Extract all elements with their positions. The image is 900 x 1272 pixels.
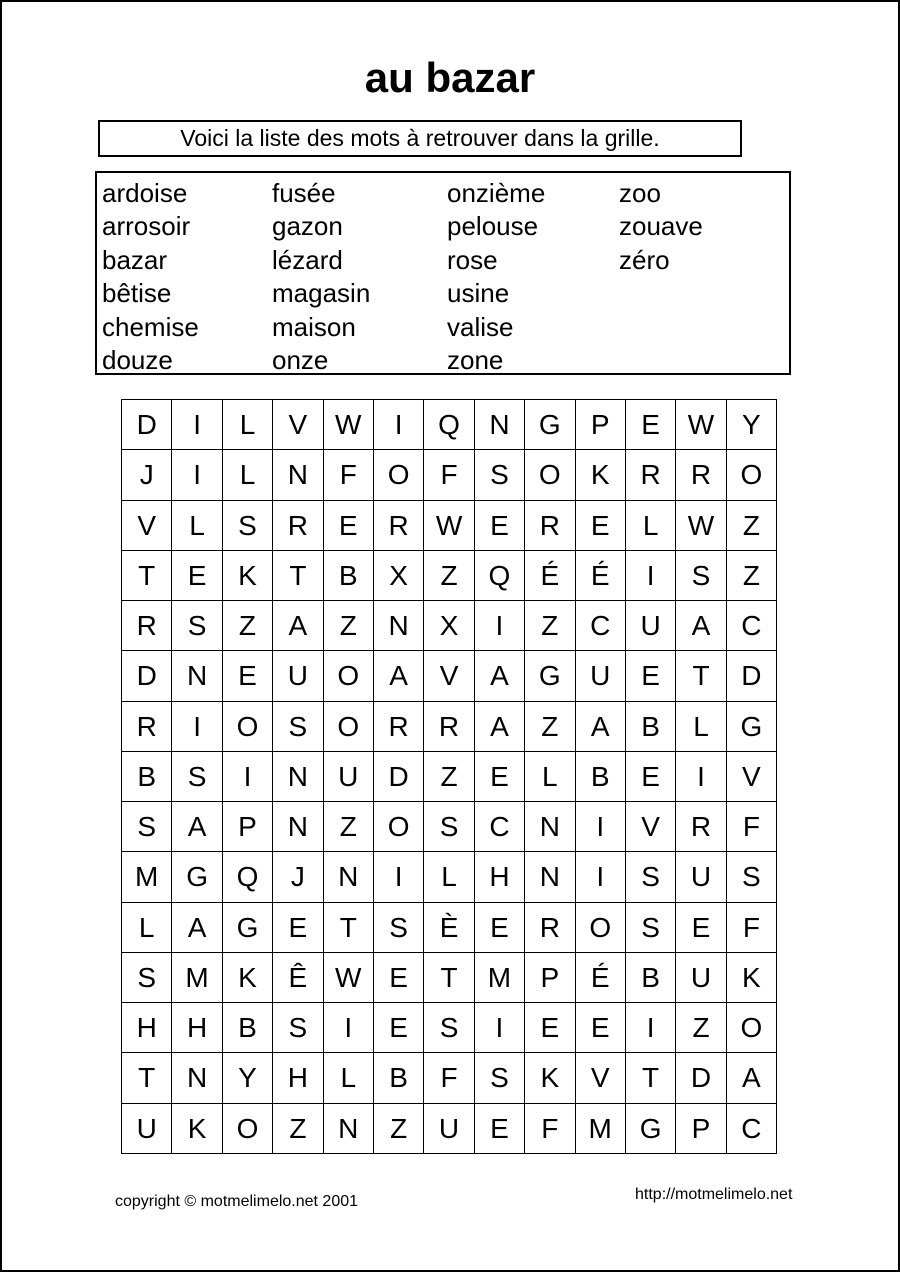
- grid-cell: Z: [273, 1104, 323, 1154]
- grid-cell: Y: [727, 400, 777, 450]
- grid-cell: I: [374, 400, 424, 450]
- grid-cell: A: [676, 601, 726, 651]
- grid-cell: Z: [727, 551, 777, 601]
- grid-cell: L: [324, 1053, 374, 1103]
- word-list-item: onze: [272, 345, 329, 376]
- grid-cell: D: [374, 752, 424, 802]
- grid-cell: E: [475, 1104, 525, 1154]
- grid-cell: P: [576, 400, 626, 450]
- word-list-item: onzième: [447, 178, 546, 208]
- grid-cell: I: [374, 852, 424, 902]
- word-list-item: chemise: [102, 311, 199, 342]
- word-list-item: arrosoir: [102, 211, 191, 242]
- grid-cell: Z: [727, 501, 777, 551]
- grid-cell: A: [475, 651, 525, 701]
- grid-cell: V: [576, 1053, 626, 1103]
- grid-cell: T: [122, 551, 172, 601]
- grid-cell: I: [475, 601, 525, 651]
- grid-cell: É: [576, 551, 626, 601]
- grid-cell: Z: [424, 551, 474, 601]
- grid-cell: R: [273, 501, 323, 551]
- grid-cell: E: [475, 501, 525, 551]
- grid-cell: F: [525, 1104, 575, 1154]
- grid-cell: B: [324, 551, 374, 601]
- grid-cell: N: [273, 802, 323, 852]
- grid-cell: A: [273, 601, 323, 651]
- word-list-item: pelouse: [447, 211, 539, 242]
- grid-cell: A: [172, 802, 222, 852]
- grid-cell: B: [223, 1003, 273, 1053]
- word-list-item: rose: [447, 244, 498, 275]
- grid-cell: B: [374, 1053, 424, 1103]
- word-list-item: zone: [447, 345, 504, 376]
- grid-cell: O: [727, 450, 777, 500]
- grid-cell: R: [525, 501, 575, 551]
- grid-cell: F: [324, 450, 374, 500]
- grid-cell: U: [324, 752, 374, 802]
- grid-cell: I: [475, 1003, 525, 1053]
- grid-cell: G: [727, 702, 777, 752]
- grid-cell: Ê: [273, 953, 323, 1003]
- grid-cell: E: [676, 903, 726, 953]
- grid-cell: R: [374, 702, 424, 752]
- grid-cell: L: [172, 501, 222, 551]
- grid-cell: Q: [475, 551, 525, 601]
- grid-cell: N: [172, 1053, 222, 1103]
- grid-cell: N: [273, 752, 323, 802]
- grid-cell: B: [626, 953, 676, 1003]
- grid-cell: B: [122, 752, 172, 802]
- grid-cell: I: [223, 752, 273, 802]
- grid-cell: U: [424, 1104, 474, 1154]
- grid-cell: V: [424, 651, 474, 701]
- word-search-grid: [121, 399, 777, 1154]
- grid-cell: K: [172, 1104, 222, 1154]
- grid-cell: T: [324, 903, 374, 953]
- grid-cell: E: [172, 551, 222, 601]
- grid-cell: P: [676, 1104, 726, 1154]
- word-list-column: [272, 177, 370, 377]
- grid-cell: L: [424, 852, 474, 902]
- grid-cell: V: [273, 400, 323, 450]
- grid-cell: F: [424, 450, 474, 500]
- grid-cell: V: [727, 752, 777, 802]
- instruction-text: Voici la liste des mots à retrouver dans la grille.: [180, 125, 660, 151]
- grid-cell: É: [525, 551, 575, 601]
- grid-cell: R: [424, 702, 474, 752]
- grid-cell: S: [122, 953, 172, 1003]
- grid-cell: L: [626, 501, 676, 551]
- grid-cell: S: [273, 702, 323, 752]
- grid-cell: W: [424, 501, 474, 551]
- grid-cell: K: [223, 953, 273, 1003]
- grid-cell: C: [727, 601, 777, 651]
- grid-cell: N: [324, 852, 374, 902]
- grid-cell: F: [727, 802, 777, 852]
- grid-cell: T: [626, 1053, 676, 1103]
- grid-cell: S: [626, 903, 676, 953]
- grid-cell: L: [223, 400, 273, 450]
- grid-cell: U: [676, 953, 726, 1003]
- grid-cell: H: [475, 852, 525, 902]
- grid-cell: H: [122, 1003, 172, 1053]
- grid-cell: S: [626, 852, 676, 902]
- grid-cell: S: [424, 1003, 474, 1053]
- grid-cell: K: [223, 551, 273, 601]
- grid-cell: A: [727, 1053, 777, 1103]
- grid-cell: C: [576, 601, 626, 651]
- grid-cell: E: [475, 752, 525, 802]
- word-list-item: douze: [102, 345, 173, 376]
- grid-cell: R: [122, 702, 172, 752]
- grid-cell: Q: [424, 400, 474, 450]
- grid-cell: D: [727, 651, 777, 701]
- grid-cell: M: [122, 852, 172, 902]
- grid-cell: N: [525, 852, 575, 902]
- grid-cell: N: [324, 1104, 374, 1154]
- word-list-item: zoo: [619, 178, 661, 208]
- word-list-item: fusée: [272, 178, 336, 208]
- word-list-column: [619, 177, 703, 277]
- grid-cell: É: [576, 953, 626, 1003]
- word-list-item: zéro: [619, 244, 670, 275]
- grid-cell: V: [122, 501, 172, 551]
- word-list-column: [102, 177, 199, 377]
- grid-cell: D: [122, 400, 172, 450]
- grid-cell: O: [223, 1104, 273, 1154]
- grid-cell: L: [223, 450, 273, 500]
- grid-cell: W: [324, 953, 374, 1003]
- grid-cell: Z: [525, 702, 575, 752]
- grid-cell: O: [727, 1003, 777, 1053]
- grid-cell: D: [122, 651, 172, 701]
- grid-cell: R: [122, 601, 172, 651]
- grid-cell: S: [172, 752, 222, 802]
- grid-cell: B: [626, 702, 676, 752]
- grid-cell: E: [525, 1003, 575, 1053]
- grid-cell: Z: [324, 601, 374, 651]
- grid-cell: C: [727, 1104, 777, 1154]
- grid-cell: U: [576, 651, 626, 701]
- grid-cell: D: [676, 1053, 726, 1103]
- grid-cell: E: [324, 501, 374, 551]
- grid-cell: A: [172, 903, 222, 953]
- page-title: au bazar: [364, 54, 536, 101]
- grid-cell: O: [324, 702, 374, 752]
- word-list-item: zouave: [619, 211, 703, 242]
- grid-cell: X: [374, 551, 424, 601]
- grid-cell: I: [626, 1003, 676, 1053]
- grid-cell: T: [122, 1053, 172, 1103]
- grid-cell: E: [374, 1003, 424, 1053]
- grid-cell: J: [122, 450, 172, 500]
- grid-cell: Z: [324, 802, 374, 852]
- word-list-item: bazar: [102, 244, 168, 275]
- grid-cell: I: [576, 852, 626, 902]
- instruction-box: [98, 120, 742, 157]
- grid-cell: P: [525, 953, 575, 1003]
- grid-cell: S: [172, 601, 222, 651]
- grid-cell: I: [172, 400, 222, 450]
- grid-cell: E: [576, 501, 626, 551]
- grid-cell: H: [172, 1003, 222, 1053]
- grid-cell: S: [727, 852, 777, 902]
- grid-cell: R: [626, 450, 676, 500]
- grid-cell: V: [626, 802, 676, 852]
- grid-cell: F: [727, 903, 777, 953]
- grid-cell: L: [122, 903, 172, 953]
- grid-cell: G: [525, 400, 575, 450]
- grid-cell: O: [324, 651, 374, 701]
- grid-cell: X: [424, 601, 474, 651]
- word-list-item: ardoise: [102, 178, 188, 208]
- grid-cell: K: [727, 953, 777, 1003]
- grid-cell: S: [374, 903, 424, 953]
- grid-cell: Z: [223, 601, 273, 651]
- grid-cell: G: [626, 1104, 676, 1154]
- grid-cell: F: [424, 1053, 474, 1103]
- grid-cell: M: [576, 1104, 626, 1154]
- grid-cell: W: [324, 400, 374, 450]
- grid-cell: E: [576, 1003, 626, 1053]
- grid-cell: N: [475, 400, 525, 450]
- grid-cell: I: [172, 702, 222, 752]
- grid-cell: I: [676, 752, 726, 802]
- grid-cell: M: [172, 953, 222, 1003]
- grid-cell: N: [273, 450, 323, 500]
- grid-cell: J: [273, 852, 323, 902]
- grid-cell: E: [626, 752, 676, 802]
- grid-cell: A: [576, 702, 626, 752]
- grid-cell: U: [676, 852, 726, 902]
- grid-cell: Y: [223, 1053, 273, 1103]
- word-list-item: valise: [447, 311, 514, 342]
- grid-cell: O: [374, 802, 424, 852]
- grid-cell: L: [676, 702, 726, 752]
- grid-cell: G: [223, 903, 273, 953]
- grid-cell: C: [475, 802, 525, 852]
- grid-cell: M: [475, 953, 525, 1003]
- word-list-item: gazon: [272, 211, 343, 242]
- grid-cell: I: [324, 1003, 374, 1053]
- grid-cell: T: [676, 651, 726, 701]
- grid-cell: K: [525, 1053, 575, 1103]
- grid-cell: G: [172, 852, 222, 902]
- grid-cell: E: [475, 903, 525, 953]
- grid-cell: È: [424, 903, 474, 953]
- grid-cell: O: [576, 903, 626, 953]
- word-list-item: usine: [447, 278, 510, 309]
- grid-cell: U: [273, 651, 323, 701]
- grid-cell: N: [374, 601, 424, 651]
- grid-cell: R: [525, 903, 575, 953]
- grid-cell: S: [223, 501, 273, 551]
- grid-cell: N: [525, 802, 575, 852]
- website-url-text: http://motmelimelo.net: [635, 1186, 793, 1203]
- grid-cell: S: [122, 802, 172, 852]
- grid-cell: G: [525, 651, 575, 701]
- grid-cell: U: [626, 601, 676, 651]
- word-list-item: maison: [272, 311, 356, 342]
- grid-cell: E: [374, 953, 424, 1003]
- grid-cell: E: [273, 903, 323, 953]
- grid-cell: S: [475, 1053, 525, 1103]
- grid-cell: K: [576, 450, 626, 500]
- grid-cell: N: [172, 651, 222, 701]
- grid-cell: B: [576, 752, 626, 802]
- grid-cell: R: [676, 802, 726, 852]
- grid-cell: R: [676, 450, 726, 500]
- grid-cell: Z: [424, 752, 474, 802]
- grid-cell: I: [626, 551, 676, 601]
- grid-cell: Z: [525, 601, 575, 651]
- grid-cell: I: [576, 802, 626, 852]
- grid-cell: R: [374, 501, 424, 551]
- grid-cell: O: [223, 702, 273, 752]
- copyright-text: copyright © motmelimelo.net 2001: [115, 1193, 359, 1210]
- grid-cell: S: [273, 1003, 323, 1053]
- grid-cell: S: [475, 450, 525, 500]
- grid-cell: E: [626, 651, 676, 701]
- grid-cell: E: [223, 651, 273, 701]
- grid-cell: A: [374, 651, 424, 701]
- grid-cell: P: [223, 802, 273, 852]
- grid-cell: U: [122, 1104, 172, 1154]
- word-list-column: [447, 177, 545, 377]
- grid-cell: T: [424, 953, 474, 1003]
- grid-cell: Z: [374, 1104, 424, 1154]
- grid-cell: O: [525, 450, 575, 500]
- word-list-item: magasin: [272, 278, 371, 309]
- grid-cell: E: [626, 400, 676, 450]
- grid-cell: Q: [223, 852, 273, 902]
- grid-cell: T: [273, 551, 323, 601]
- word-list: [95, 171, 791, 375]
- word-list-item: lézard: [272, 244, 343, 275]
- grid-cell: A: [475, 702, 525, 752]
- grid-cell: O: [374, 450, 424, 500]
- grid-cell: I: [172, 450, 222, 500]
- grid-cell: Z: [676, 1003, 726, 1053]
- word-list-item: bêtise: [102, 278, 172, 309]
- grid-cell: H: [273, 1053, 323, 1103]
- grid-cell: L: [525, 752, 575, 802]
- grid-cell: W: [676, 501, 726, 551]
- grid-cell: S: [424, 802, 474, 852]
- grid-cell: W: [676, 400, 726, 450]
- grid-cell: S: [676, 551, 726, 601]
